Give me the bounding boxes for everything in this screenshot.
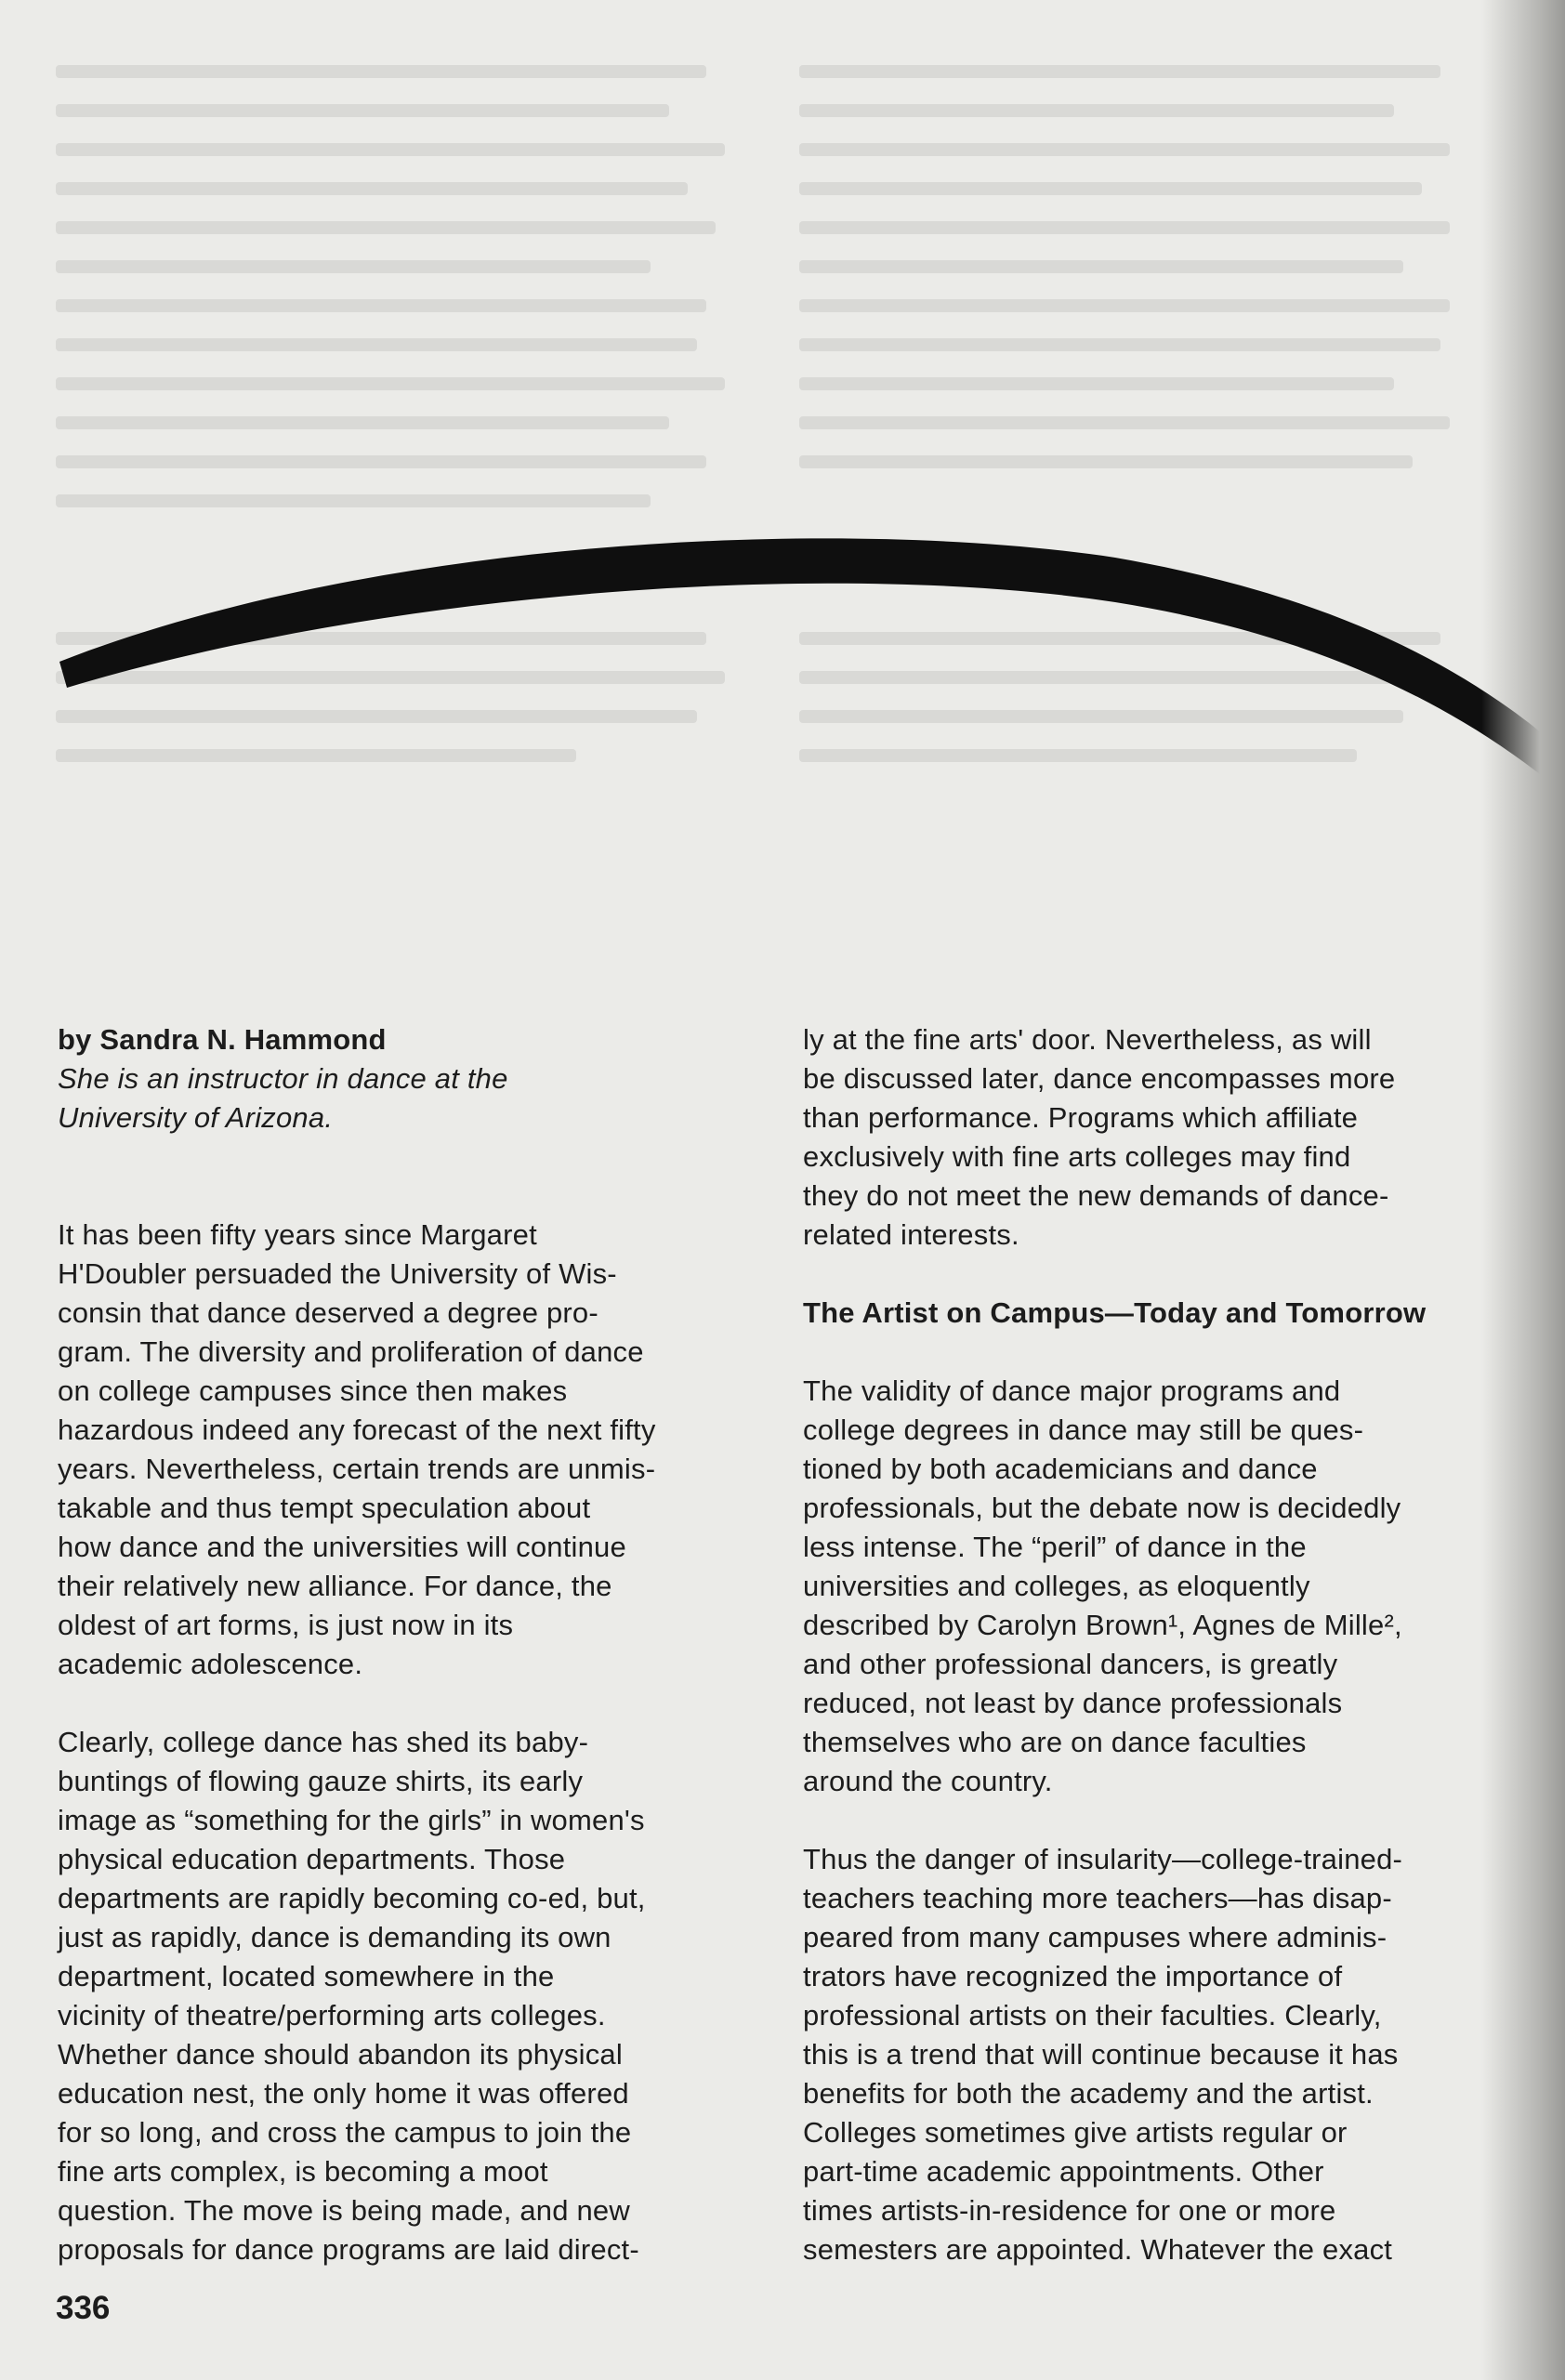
text-line: universities and colleges, as eloquently	[803, 1570, 1310, 1602]
text-line: than performance. Programs which affiliate	[803, 1101, 1359, 1134]
text-line: professionals, but the debate now is decidedly	[803, 1492, 1401, 1524]
page-number: 336	[56, 2290, 111, 2326]
paragraph-2	[58, 1723, 773, 2269]
text-line: Thus the danger of insularity—college-trained-	[803, 1843, 1403, 1875]
text-line: professional artists on their faculties. Clearly,	[803, 1999, 1382, 2032]
paragraph-4	[803, 1840, 1509, 2269]
text-line: around the country.	[803, 1765, 1053, 1797]
text-line: reduced, not least by dance professionals	[803, 1687, 1343, 1719]
text-line: semesters are appointed. Whatever the exact	[803, 2233, 1393, 2266]
text-line: exclusively with fine arts colleges may find	[803, 1140, 1351, 1173]
byline: by Sandra N. Hammond	[58, 1023, 387, 1056]
text-line: education nest, the only home it was offered	[58, 2077, 629, 2110]
text-line: buntings of flowing gauze shirts, its early	[58, 1765, 584, 1797]
paragraph-3	[803, 1372, 1509, 1801]
text-line: this is a trend that will continue because it has	[803, 2038, 1399, 2071]
text-line: be discussed later, dance encompasses more	[803, 1062, 1396, 1095]
text-line: question. The move is being made, and new	[58, 2194, 630, 2227]
text-line: for so long, and cross the campus to join the	[58, 2116, 632, 2149]
text-line: they do not meet the new demands of dance-	[803, 1179, 1389, 1212]
text-line: fine arts complex, is becoming a moot	[58, 2155, 548, 2188]
text-line: proposals for dance programs are laid direct-	[58, 2233, 639, 2266]
text-line: how dance and the universities will continue	[58, 1531, 626, 1563]
text-line: college degrees in dance may still be ques-	[803, 1414, 1364, 1446]
paragraph-1	[58, 1216, 773, 1684]
right-column	[803, 1020, 1509, 2269]
text-line: teachers teaching more teachers—has disap-	[803, 1882, 1392, 1914]
text-line: tioned by both academicians and dance	[803, 1453, 1318, 1485]
text-line: H'Doubler persuaded the University of Wis-	[58, 1257, 617, 1290]
text-line: less intense. The “peril” of dance in the	[803, 1531, 1307, 1563]
section-heading: The Artist on Campus—Today and Tomorrow	[803, 1296, 1427, 1329]
author-affiliation-line-1: She is an instructor in dance at the	[58, 1062, 508, 1095]
text-line: Whether dance should abandon its physical	[58, 2038, 623, 2071]
text-line: image as “something for the girls” in women's	[58, 1804, 645, 1836]
text-line: physical education departments. Those	[58, 1843, 566, 1875]
text-line: department, located somewhere in the	[58, 1960, 555, 1992]
text-line: hazardous indeed any forecast of the next fifty	[58, 1414, 656, 1446]
text-line: years. Nevertheless, certain trends are unmis-	[58, 1453, 656, 1485]
paragraph-continued	[803, 1020, 1509, 1255]
text-line: takable and thus tempt speculation about	[58, 1492, 591, 1524]
text-line: peared from many campuses where adminis-	[803, 1921, 1387, 1953]
text-line: times artists-in-residence for one or more	[803, 2194, 1336, 2227]
text-line: It has been fifty years since Margaret	[58, 1218, 537, 1251]
text-line: Colleges sometimes give artists regular or	[803, 2116, 1348, 2149]
text-line: related interests.	[803, 1218, 1019, 1251]
author-affiliation-line-2: University of Arizona.	[58, 1101, 334, 1134]
text-line: trators have recognized the importance of	[803, 1960, 1343, 1992]
text-line: part-time academic appointments. Other	[803, 2155, 1324, 2188]
text-line: described by Carolyn Brown¹, Agnes de Mille²,	[803, 1609, 1402, 1641]
text-line: departments are rapidly becoming co-ed, but,	[58, 1882, 646, 1914]
text-line: and other professional dancers, is greatly	[803, 1648, 1338, 1680]
text-line: Clearly, college dance has shed its baby-	[58, 1726, 589, 1758]
text-line: benefits for both the academy and the artist.	[803, 2077, 1374, 2110]
left-column	[58, 1020, 773, 2269]
text-line: their relatively new alliance. For dance, the	[58, 1570, 612, 1602]
text-line: gram. The diversity and proliferation of dance	[58, 1335, 644, 1368]
text-line: consin that dance deserved a degree pro-	[58, 1296, 598, 1329]
decorative-swoosh	[0, 502, 1565, 818]
text-line: academic adolescence.	[58, 1648, 363, 1680]
text-line: themselves who are on dance faculties	[803, 1726, 1307, 1758]
text-line: The validity of dance major programs and	[803, 1374, 1341, 1407]
text-line: on college campuses since then makes	[58, 1374, 568, 1407]
text-line: ly at the fine arts' door. Nevertheless, as will	[803, 1023, 1372, 1056]
text-line: oldest of art forms, is just now in its	[58, 1609, 514, 1641]
text-line: vicinity of theatre/performing arts colleges.	[58, 1999, 606, 2032]
text-line: just as rapidly, dance is demanding its own	[58, 1921, 612, 1953]
